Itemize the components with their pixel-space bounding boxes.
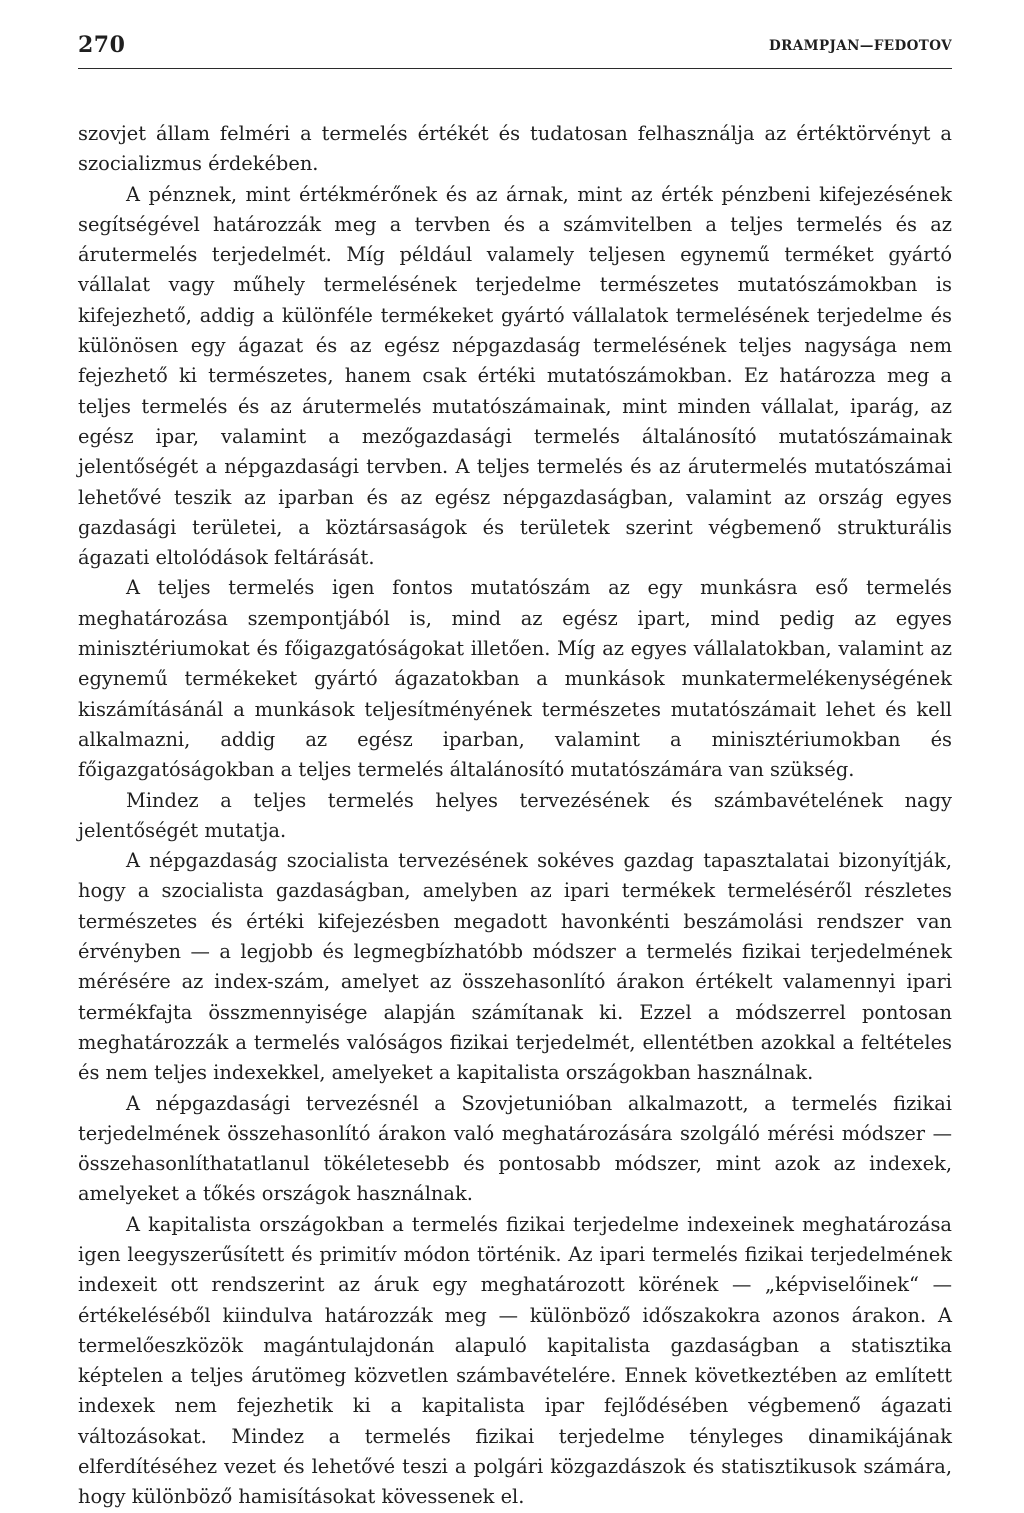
page-header	[78, 28, 952, 69]
body-text	[78, 119, 952, 1513]
paragraph: Mindez a teljes termelés helyes tervezésének és számbavételének nagy jelentőségét mutatja.	[78, 788, 952, 842]
paragraph: A teljes termelés igen fontos mutatószám az egy munkásra eső termelés meghatározása szempontjából is, mind az egész ipart, mind pedig az egyes minisztériumokat és főigazgatóságokat illetően. Míg az egyes vállalatokban, valamint az egynemű termékeket gyártó ágazatokban a munkások munkatermelékenységének kiszámításánál a munkások teljesítményének természetes mutatószámait lehet és kell alkalmazni, addig az egész iparban, valamint a minisztériumokban és főigazgatóságokban a teljes termelés általánosító mutatószámára van szükség.	[78, 576, 952, 782]
paragraph-continuation: szovjet állam felméri a termelés értékét és tudatosan felhasználja az értéktörvényt a szocializmus érdekében.	[78, 122, 952, 176]
page-number: 270	[78, 32, 126, 58]
book-page	[78, 28, 952, 1513]
paragraph: A pénznek, mint értékmérőnek és az árnak, mint az érték pénzbeni kifejezésének segítségével határozzák meg a tervben és a számvitelben a teljes termelés és az árutermelés terjedelmét. Míg például valamely teljesen egynemű terméket gyártó vállalat vagy műhely termelésének terjedelme természetes mutatószámokban is kifejezhető, addig a különféle termékeket gyártó vállalatok termelésének terjedelme és különösen egy ágazat és az egész népgazdaság termelésének teljes nagysága nem fejezhető ki természetes, hanem csak értéki mutatószámokban. Ez határozza meg a teljes termelés és az árutermelés mutatószámainak, mint minden vállalat, iparág, az egész ipar, valamint a mezőgazdasági termelés általánosító mutatószámainak jelentőségét a népgazdasági tervben. A teljes termelés és az árutermelés mutatószámai lehetővé teszik az iparban és az egész népgazdaságban, valamint az ország egyes gazdasági területei, a köztársaságok és területek szerint végbemenő strukturális ágazati eltolódások feltárását.	[78, 182, 952, 570]
paragraph: A népgazdasági tervezésnél a Szovjetunióban alkalmazott, a termelés fizikai terjedelmének összehasonlító árakon való meghatározására szolgáló mérési módszer — összehasonlíthatatlanul tökéletesebb és pontosabb módszer, mint azok az indexek, amelyeket a tőkés országok használnak.	[78, 1091, 952, 1206]
running-head: DRAMPJAN—FEDOTOV	[769, 38, 952, 54]
paragraph: A népgazdaság szocialista tervezésének sokéves gazdag tapasztalatai bizonyítják, hogy a szocialista gazdaságban, amelyben az ipari termékek termeléséről részletes természetes és értéki kifejezésben megadott havonkénti beszámolási rendszer van érvényben — a legjobb és legmegbízhatóbb módszer a termelés fizikai terjedelmének mérésére az index-szám, amelyet az összehasonlító árakon értékelt valamennyi ipari termékfajta összmennyisége alapján számítanak ki. Ezzel a módszerrel pontosan meghatározzák a termelés valóságos fizikai terjedelmét, ellentétben azokkal a feltételes és nem teljes indexekkel, amelyeket a kapitalista országokban használnak.	[78, 849, 952, 1085]
paragraph: A kapitalista országokban a termelés fizikai terjedelme indexeinek meghatározása igen leegyszerűsített és primitív módon történik. Az ipari termelés fizikai terjedelmének indexeit ott rendszerint az áruk egy meghatározott körének — „képviselőinek“ — értékeléséből kiindulva határozzák meg — különböző időszakokra azonos árakon. A termelőeszközök magántulajdonán alapuló kapitalista gazdaságban a statisztika képtelen a teljes árutömeg közvetlen számbavételére. Ennek következtében az említett indexek nem fejezhetik ki a kapitalista ipar fejlődésében végbemenő ágazati változásokat. Mindez a termelés fizikai terjedelme tényleges dinamikájának elferdítéséhez vezet és lehetővé teszi a polgári közgazdászok és statisztikusok számára, hogy különböző hamisításokat kövessenek el.	[78, 1212, 952, 1509]
